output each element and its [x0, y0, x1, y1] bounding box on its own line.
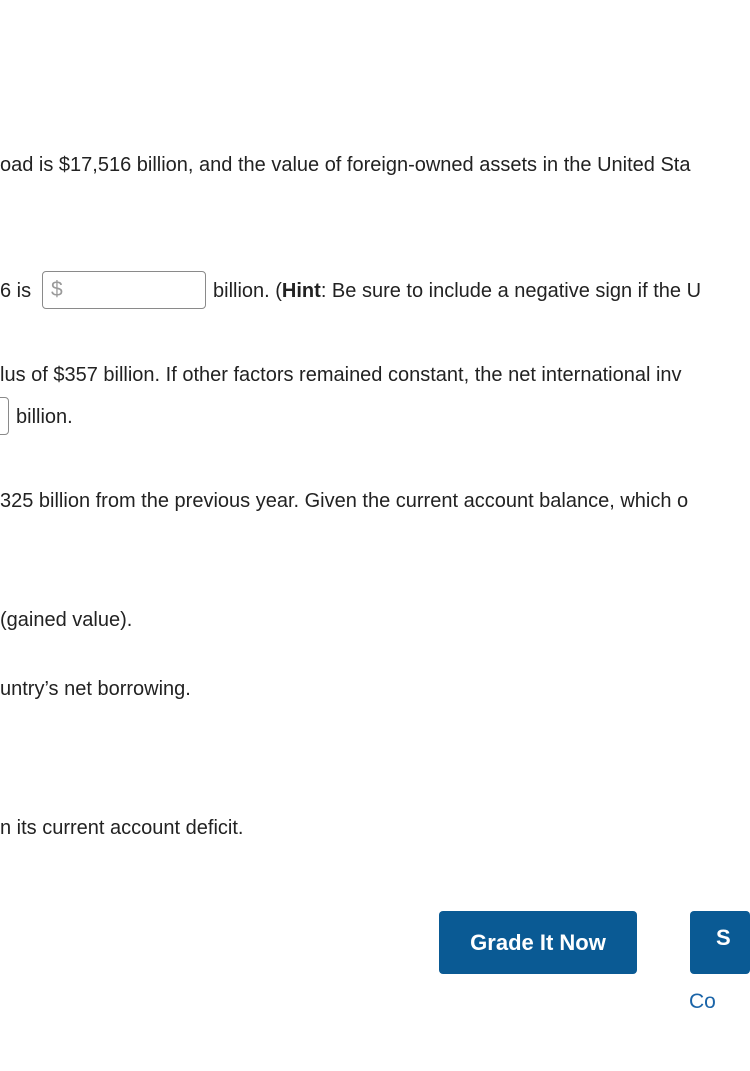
- billion-label: billion.: [16, 406, 73, 428]
- question-text-line-3: lus of $357 billion. If other factors remained constant, the net international inv: [0, 364, 682, 386]
- grade-it-now-button[interactable]: Grade It Now: [439, 911, 637, 974]
- hint-label: Hint: [281, 280, 321, 302]
- billion-hint-open: billion. (: [213, 280, 282, 302]
- answer-dollar-field[interactable]: [42, 271, 206, 309]
- answer-field-partial[interactable]: [0, 397, 9, 435]
- question-text-line-1: oad is $17,516 billion, and the value of foreign-owned assets in the United Sta: [0, 154, 691, 176]
- option-1-text[interactable]: (gained value).: [0, 609, 133, 631]
- second-action-button-label: S: [716, 925, 731, 950]
- question-text-line-2-suffix: [213, 279, 701, 303]
- option-3-text[interactable]: n its current account deficit.: [0, 817, 244, 839]
- question-text-line-2-prefix: 6 is: [0, 280, 32, 302]
- option-2-text[interactable]: untry’s net borrowing.: [0, 678, 191, 700]
- answer-input[interactable]: [69, 274, 203, 308]
- question-text-line-5: 325 billion from the previous year. Given the current account balance, which o: [0, 490, 689, 512]
- second-action-button[interactable]: [690, 911, 750, 974]
- dollar-sign-prefix: $: [51, 278, 63, 301]
- continue-link[interactable]: Co: [689, 990, 716, 1013]
- hint-text: : Be sure to include a negative sign if the U: [320, 280, 702, 302]
